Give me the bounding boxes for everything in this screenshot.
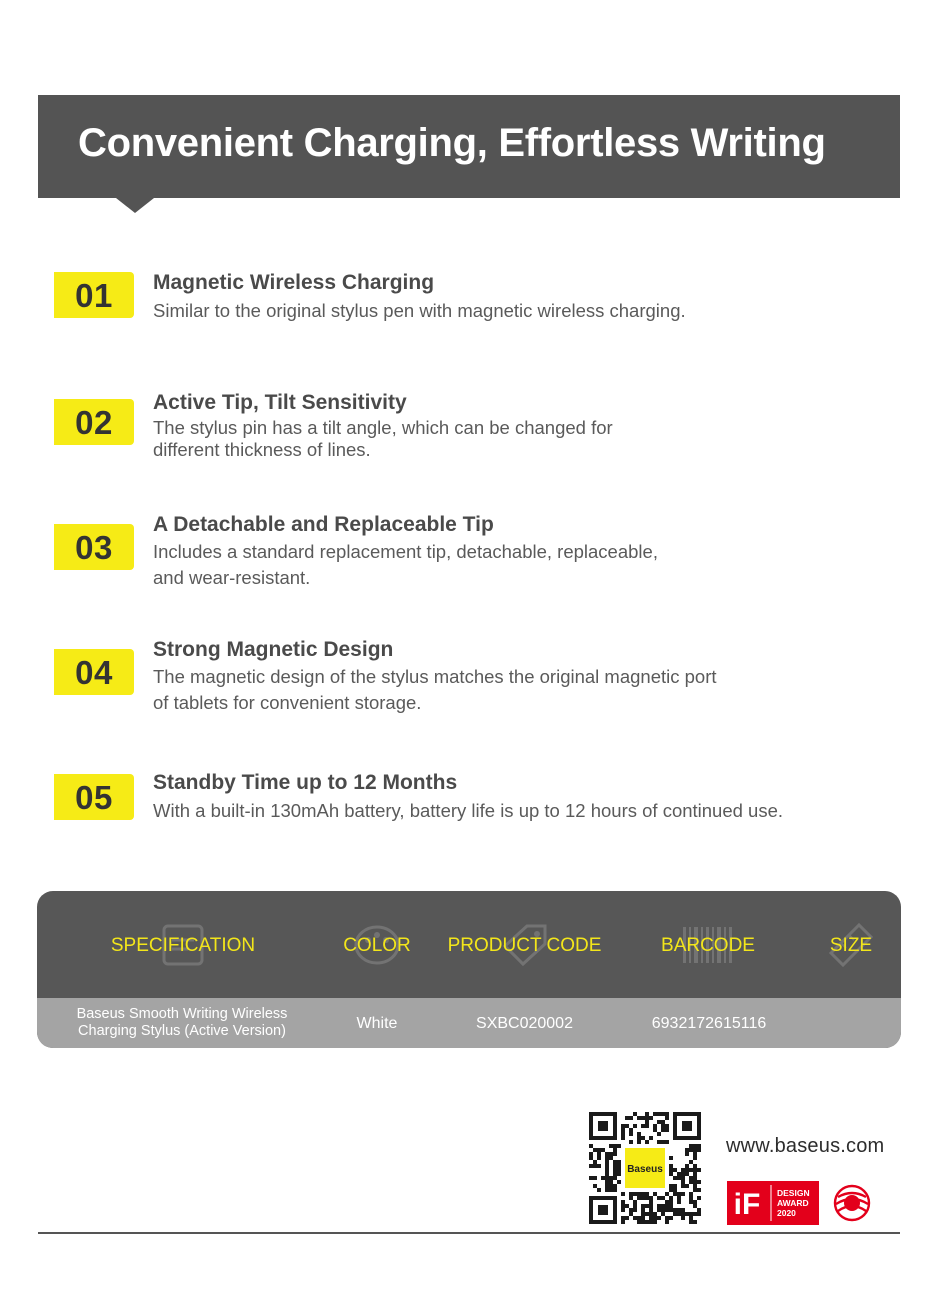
banner-pointer [116,198,154,213]
spec-header-row [37,891,901,998]
page-title: Convenient Charging, Effortless Writing [78,121,826,165]
spec-header-label: COLOR [343,935,411,956]
footer-divider [38,1232,900,1234]
qr-logo-text: Baseus [627,1164,663,1175]
feature-description: Includes a standard replacement tip, detachable, replaceable, and wear-resistant. [153,541,658,588]
spec-header-label: SPECIFICATION [110,935,256,956]
spec-cell-color: White [356,1014,398,1032]
feature-title: A Detachable and Replaceable Tip [153,513,494,536]
title-banner [38,95,900,198]
feature-number-badge: 01 [54,272,134,318]
spec-cell-barcode: 6932172615116 [651,1014,767,1032]
feature-title: Magnetic Wireless Charging [153,271,435,294]
feature-number-badge: 04 [54,649,134,695]
feature-description: Similar to the original stylus pen with magnetic wireless charging. [153,300,686,321]
svg-text:iF: iF [733,1188,761,1221]
spec-data-row [37,998,901,1048]
feature-number-badge: 05 [54,774,134,820]
qr-code[interactable] [589,1112,701,1224]
svg-text:2020: 2020 [777,1208,796,1218]
feature-description: The stylus pin has a tilt angle, which can be changed for different thickness of lines. [153,417,613,460]
feature-description: The magnetic design of the stylus matches the original magnetic port of tablets for convenient storage. [153,666,717,713]
spec-header-specification [89,891,277,998]
spec-header-barcode [643,891,773,998]
feature-title: Standby Time up to 12 Months [153,771,458,794]
if-design-award-logo [727,1181,819,1225]
spec-header-color [327,891,427,998]
spec-header-label: BARCODE [661,935,755,956]
spec-header-label: PRODUCT CODE [447,935,602,956]
spec-cell-specification: Baseus Smooth Writing Wireless Charging Stylus (Active Version) [76,1006,288,1039]
feature-description: With a built-in 130mAh battery, battery life is up to 12 hours of continued use. [153,800,784,821]
feature-number-badge: 03 [54,524,134,570]
svg-text:AWARD: AWARD [777,1198,809,1208]
spec-cell-size [817,998,885,1048]
feature-title: Active Tip, Tilt Sensitivity [153,391,407,414]
website-link[interactable]: www.baseus.com [726,1135,885,1157]
spec-header-size [817,891,885,998]
spec-cell-product-code: SXBC020002 [476,1014,573,1032]
spec-header-label: SIZE [829,935,873,956]
svg-text:DESIGN: DESIGN [777,1188,810,1198]
specification-table [37,891,901,1048]
feature-number-badge: 02 [54,399,134,445]
spec-header-product-code [442,891,607,998]
feature-title: Strong Magnetic Design [153,638,394,661]
red-dot-award-logo [832,1183,872,1223]
